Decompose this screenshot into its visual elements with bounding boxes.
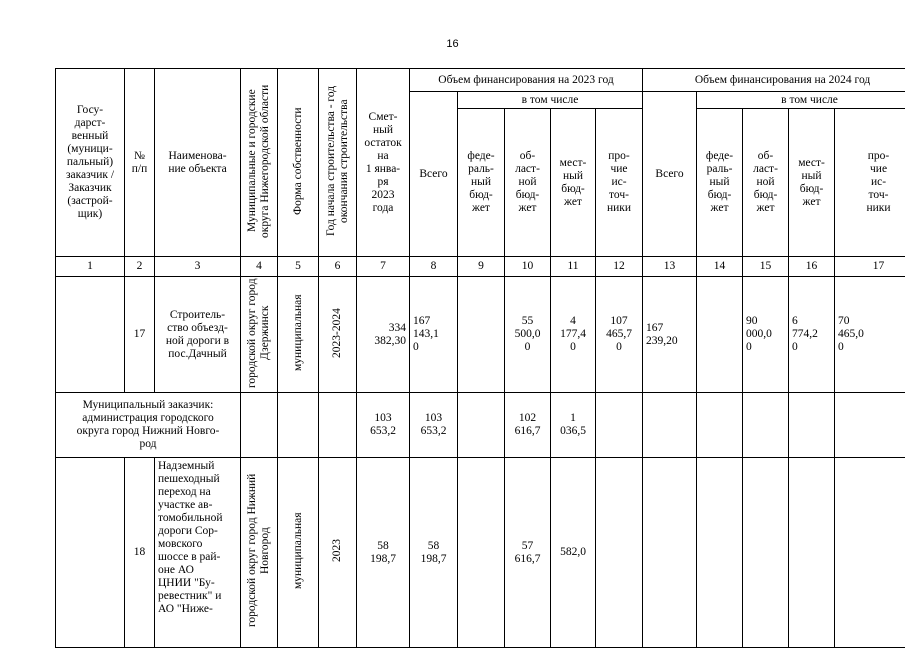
cell-no: 18 bbox=[125, 458, 155, 648]
col-number: 4 bbox=[241, 257, 278, 277]
col-number: 16 bbox=[789, 257, 835, 277]
header-2023-federal: феде- раль- ный бюд- жет bbox=[458, 109, 505, 257]
cell-empty bbox=[643, 458, 697, 648]
cell-empty bbox=[743, 393, 789, 458]
cell-object-name: Строитель- ство объезд- ной дороги в пос.Дачный bbox=[155, 277, 241, 393]
header-2023-regional: об- ласт- ной бюд- жет bbox=[505, 109, 551, 257]
page-number: 16 bbox=[0, 38, 905, 50]
cell-2023-total: 58 198,7 bbox=[410, 458, 458, 648]
cell-estimate: 334 382,30 bbox=[357, 277, 410, 393]
cell-empty bbox=[458, 458, 505, 648]
cell-2023-local: 582,0 bbox=[551, 458, 596, 648]
cell-customer bbox=[56, 277, 125, 393]
cell-2024-federal bbox=[697, 277, 743, 393]
col-number: 8 bbox=[410, 257, 458, 277]
col-number: 13 bbox=[643, 257, 697, 277]
cell-2023-total: 167 143,1 0 bbox=[410, 277, 458, 393]
cell-customer-label: Муниципальный заказчик: администрация городского округа город Нижний Новго- род bbox=[56, 393, 241, 458]
header-customer: Госу- дарст- венный (муници- пальный) заказчик / Заказчик (застрой- щик) bbox=[56, 69, 125, 257]
header-2024-total: Всего bbox=[643, 92, 697, 257]
cell-municipality: городской округ город Нижний Новгород bbox=[241, 458, 278, 648]
cell-2024-other: 70 465,0 0 bbox=[835, 277, 905, 393]
header-2023-including: в том числе bbox=[458, 92, 643, 109]
header-2024-local: мест- ный бюд- жет bbox=[789, 109, 835, 257]
col-number: 9 bbox=[458, 257, 505, 277]
header-years: Год начала строительства - год окончания строительства bbox=[319, 69, 357, 257]
cell-2023-federal bbox=[458, 277, 505, 393]
cell-empty bbox=[743, 458, 789, 648]
cell-customer-local: 1 036,5 bbox=[551, 393, 596, 458]
cell-empty bbox=[789, 393, 835, 458]
cell-empty bbox=[643, 393, 697, 458]
header-2023-local: мест- ный бюд- жет bbox=[551, 109, 596, 257]
header-2023-other: про- чие ис- точ- ники bbox=[596, 109, 643, 257]
cell-empty bbox=[241, 393, 278, 458]
col-number: 7 bbox=[357, 257, 410, 277]
col-number: 10 bbox=[505, 257, 551, 277]
header-2024-regional: об- ласт- ной бюд- жет bbox=[743, 109, 789, 257]
header-2024-including: в том числе bbox=[697, 92, 905, 109]
cell-no: 17 bbox=[125, 277, 155, 393]
cell-customer-regional: 102 616,7 bbox=[505, 393, 551, 458]
cell-years: 2023 bbox=[319, 458, 357, 648]
cell-years: 2023-2024 bbox=[319, 277, 357, 393]
cell-empty bbox=[596, 393, 643, 458]
col-number: 5 bbox=[278, 257, 319, 277]
cell-empty bbox=[596, 458, 643, 648]
customer-row bbox=[56, 393, 905, 458]
financing-table bbox=[55, 68, 905, 648]
header-fin-2023: Объем финансирования на 2023 год bbox=[410, 69, 643, 92]
table-row bbox=[56, 277, 905, 393]
header-municipality: Муниципальные и городские округа Нижегородской области bbox=[241, 69, 278, 257]
cell-empty bbox=[835, 393, 905, 458]
cell-empty bbox=[697, 393, 743, 458]
cell-ownership: муниципальная bbox=[278, 458, 319, 648]
header-2024-federal: феде- раль- ный бюд- жет bbox=[697, 109, 743, 257]
cell-customer-estimate: 103 653,2 bbox=[357, 393, 410, 458]
cell-empty bbox=[697, 458, 743, 648]
cell-object-name: Надземный пешеходный переход на участке ав- томобильной дороги Сор- мовского шоссе в рай- оне АО ЦНИИ "Бу- ревестник" и АО "Ниже- bbox=[155, 458, 241, 648]
cell-estimate: 58 198,7 bbox=[357, 458, 410, 648]
col-number: 17 bbox=[835, 257, 905, 277]
cell-empty bbox=[458, 393, 505, 458]
header-fin-2024: Объем финансирования на 2024 год bbox=[643, 69, 905, 92]
col-number: 12 bbox=[596, 257, 643, 277]
cell-2023-local: 4 177,4 0 bbox=[551, 277, 596, 393]
cell-2023-regional: 57 616,7 bbox=[505, 458, 551, 648]
cell-ownership: муниципальная bbox=[278, 277, 319, 393]
col-number: 11 bbox=[551, 257, 596, 277]
table-row bbox=[56, 458, 905, 648]
cell-2024-total: 167 239,20 bbox=[643, 277, 697, 393]
cell-customer-total: 103 653,2 bbox=[410, 393, 458, 458]
header-object-name: Наименова- ние объекта bbox=[155, 69, 241, 257]
cell-empty bbox=[789, 458, 835, 648]
col-number: 1 bbox=[56, 257, 125, 277]
header-2024-other: про- чие ис- точ- ники bbox=[835, 109, 905, 257]
cell-2023-other: 107 465,7 0 bbox=[596, 277, 643, 393]
col-number: 6 bbox=[319, 257, 357, 277]
header-ownership: Форма собственности bbox=[278, 69, 319, 257]
cell-customer bbox=[56, 458, 125, 648]
cell-empty bbox=[319, 393, 357, 458]
cell-municipality: городской округ город Дзержинск bbox=[241, 277, 278, 393]
cell-2024-local: 6 774,2 0 bbox=[789, 277, 835, 393]
cell-empty bbox=[278, 393, 319, 458]
cell-empty bbox=[835, 458, 905, 648]
header-no: № п/п bbox=[125, 69, 155, 257]
cell-2023-regional: 55 500,0 0 bbox=[505, 277, 551, 393]
header-estimate: Смет- ный остаток на 1 янва- ря 2023 года bbox=[357, 69, 410, 257]
col-number: 14 bbox=[697, 257, 743, 277]
header-2023-total: Всего bbox=[410, 92, 458, 257]
col-number: 15 bbox=[743, 257, 789, 277]
col-number: 2 bbox=[125, 257, 155, 277]
cell-2024-regional: 90 000,0 0 bbox=[743, 277, 789, 393]
col-number: 3 bbox=[155, 257, 241, 277]
